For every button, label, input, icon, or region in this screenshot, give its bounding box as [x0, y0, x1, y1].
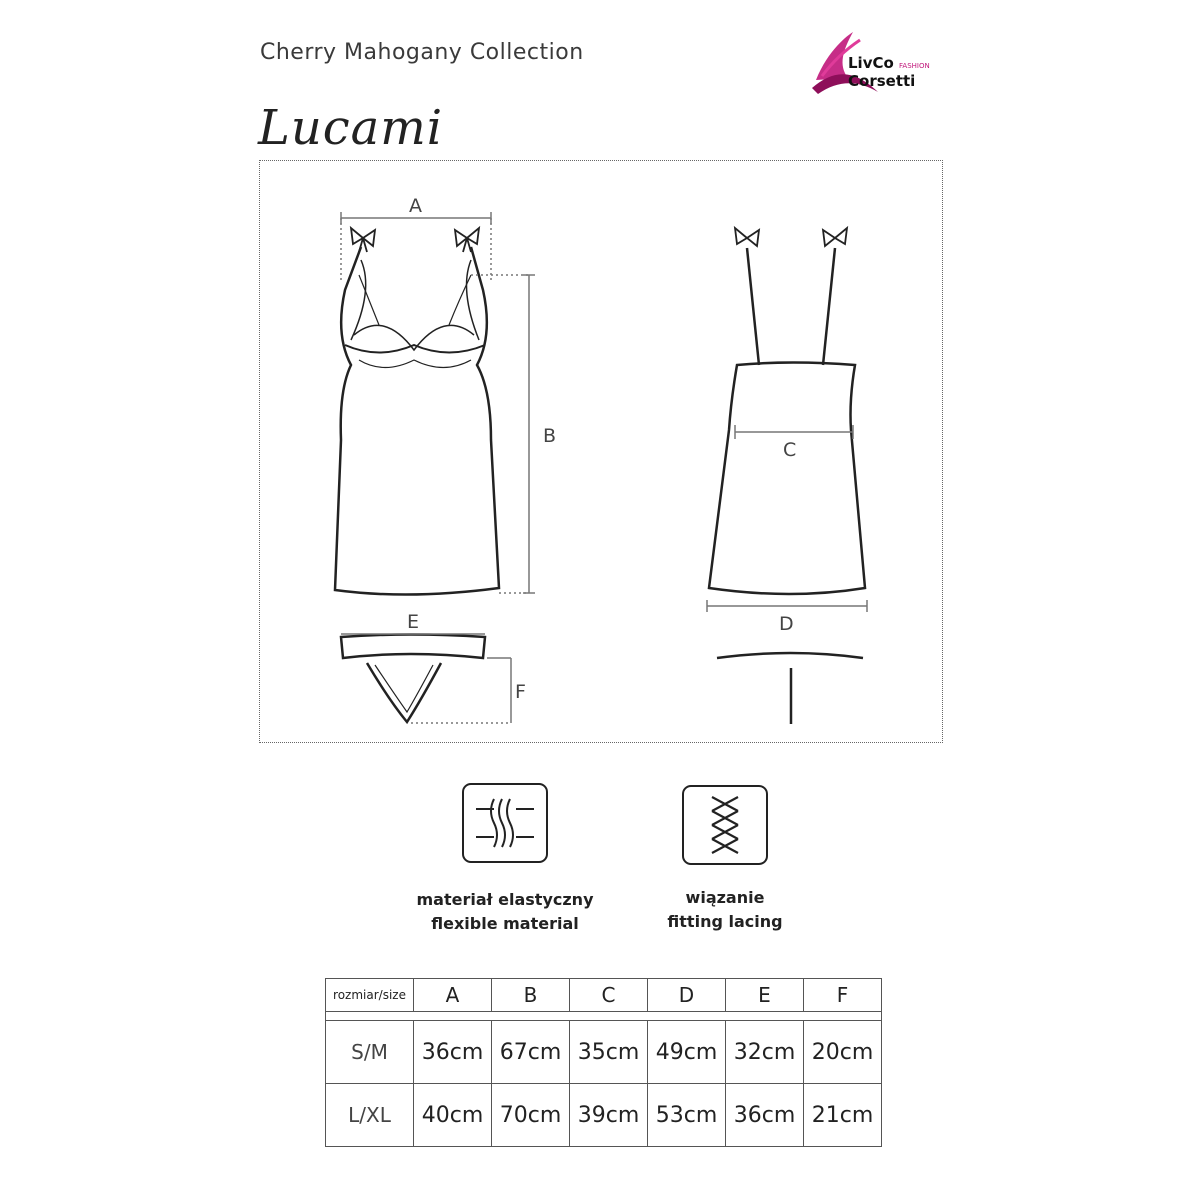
size-header-label: rozmiar/size	[326, 979, 414, 1012]
product-name: Lucami	[258, 100, 444, 156]
brand-name	[848, 56, 930, 89]
label-c: C	[783, 439, 797, 461]
table-cell: 20cm	[804, 1021, 882, 1084]
column-c: C	[570, 979, 648, 1012]
front-thong	[341, 635, 485, 723]
column-e: E	[726, 979, 804, 1012]
collection-title: Cherry Mahogany Collection	[260, 40, 584, 65]
column-f: F	[804, 979, 882, 1012]
table-gap	[326, 1012, 882, 1021]
feature-lacing-pl: wiązanie	[685, 888, 765, 907]
size-table	[325, 978, 882, 1147]
dimension-d	[707, 600, 867, 612]
table-cell: 36cm	[726, 1084, 804, 1147]
front-bows	[351, 228, 479, 252]
front-chemise	[335, 247, 499, 595]
size-table-header	[326, 979, 882, 1012]
label-e: E	[407, 611, 420, 633]
table-cell: 32cm	[726, 1021, 804, 1084]
dimension-b	[471, 275, 535, 593]
back-thong	[717, 653, 863, 724]
label-d: D	[779, 613, 794, 635]
table-row-lxl	[326, 1084, 882, 1147]
brand-line2: Corsetti	[848, 72, 916, 90]
label-f: F	[515, 681, 526, 703]
column-d: D	[648, 979, 726, 1012]
feature-elastic-en: flexible material	[431, 914, 579, 933]
feature-lacing-en: fitting lacing	[667, 912, 783, 931]
brand-line1: LivCo	[848, 54, 894, 72]
label-a: A	[409, 195, 422, 217]
feature-elastic-text	[395, 888, 615, 936]
garment-diagram	[259, 160, 943, 743]
table-cell: 21cm	[804, 1084, 882, 1147]
dimension-c	[735, 425, 853, 439]
size-label: L/XL	[326, 1084, 414, 1147]
column-a: A	[414, 979, 492, 1012]
table-cell: 39cm	[570, 1084, 648, 1147]
feature-elastic-pl: materiał elastyczny	[416, 890, 594, 909]
table-cell: 40cm	[414, 1084, 492, 1147]
table-cell: 67cm	[492, 1021, 570, 1084]
back-chemise	[709, 248, 865, 594]
table-cell: 35cm	[570, 1021, 648, 1084]
lacing-icon	[682, 785, 768, 865]
table-row-sm	[326, 1021, 882, 1084]
feature-lacing-text	[615, 886, 835, 934]
label-b: B	[543, 425, 557, 447]
column-b: B	[492, 979, 570, 1012]
brand-fashion: FASHION	[899, 62, 930, 70]
table-cell: 49cm	[648, 1021, 726, 1084]
table-cell: 70cm	[492, 1084, 570, 1147]
back-bows	[735, 228, 847, 246]
elastic-material-icon	[462, 783, 548, 863]
table-cell: 36cm	[414, 1021, 492, 1084]
size-label: S/M	[326, 1021, 414, 1084]
table-cell: 53cm	[648, 1084, 726, 1147]
